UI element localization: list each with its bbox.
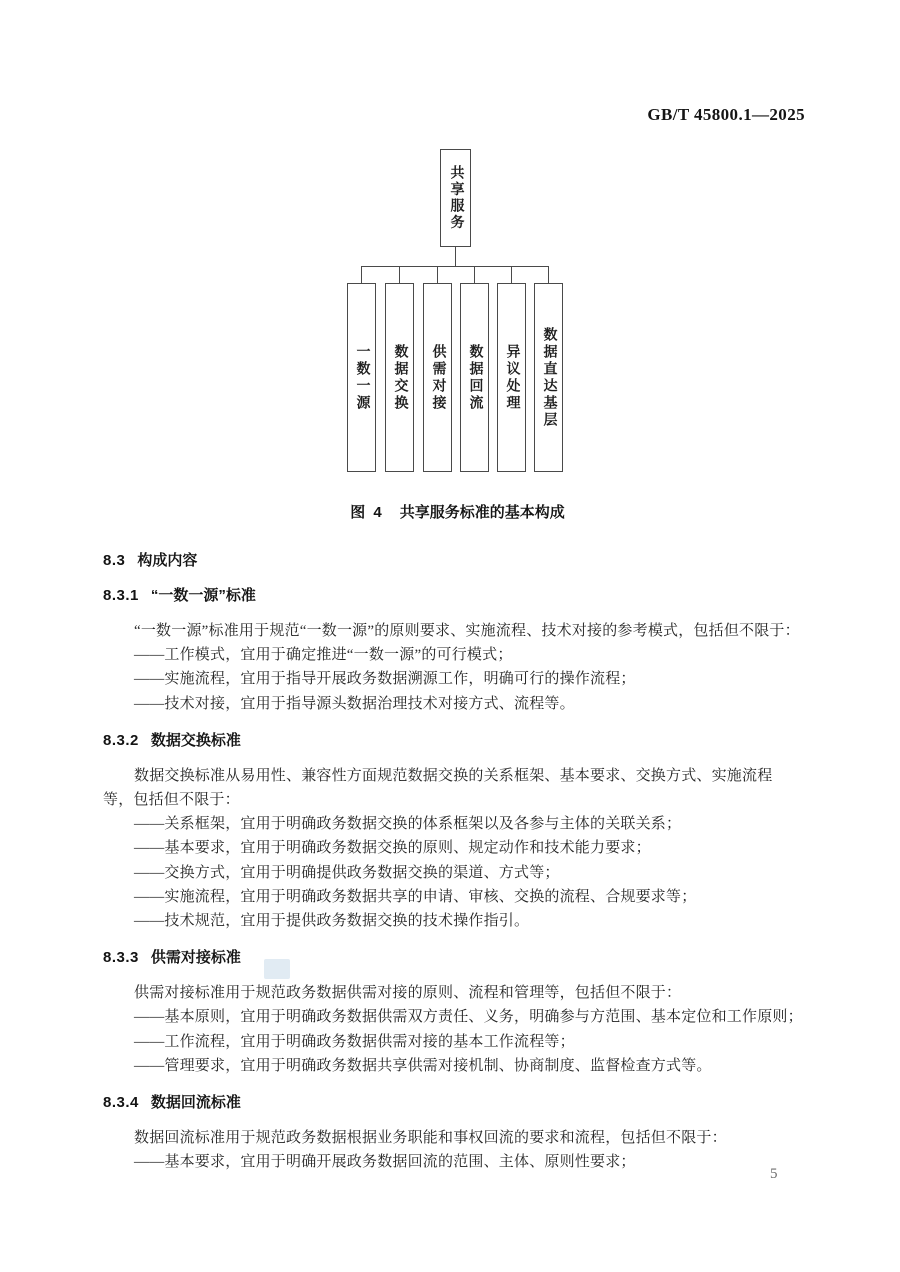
- section-heading-8.3.3: [103, 948, 815, 968]
- section-heading-8.3.2: [103, 731, 815, 751]
- figure-node-label: 数据回流: [467, 343, 483, 412]
- connector-line-child: [399, 266, 400, 283]
- paragraph-line: “一数一源”标准用于规范“一数一源”的原则要求、实施流程、技术对接的参考模式，包括但不限于：: [134, 623, 800, 639]
- dash-item: ——工作流程，宜用于明确政务数据供需对接的基本工作流程等；: [134, 1033, 575, 1050]
- connector-line-child: [437, 266, 438, 283]
- figure-node-label: 一数一源: [354, 343, 370, 412]
- paragraph: [103, 981, 815, 1005]
- paragraph: [103, 619, 815, 643]
- dash-item: ——基本原则，宜用于明确政务数据供需双方责任、义务，明确参与方范围、基本定位和工作原则；: [134, 1009, 803, 1026]
- heading-number: 8.3.1: [103, 587, 139, 604]
- heading-number: 8.3: [103, 552, 126, 569]
- dash-item: ——实施流程，宜用于指导开展政务数据溯源工作，明确可行的操作流程；: [134, 671, 636, 688]
- heading-number: 8.3.2: [103, 731, 139, 749]
- figure-node-1: [347, 283, 376, 472]
- dash-item: ——技术对接，宜用于指导源头数据治理技术对接方式、流程等。: [134, 695, 575, 712]
- dash-item: ——基本要求，宜用于明确开展政务数据回流的范围、主体、原则性要求；: [134, 1154, 636, 1171]
- heading-title: 构成内容: [137, 552, 198, 569]
- dash-item: ——技术规范，宜用于提供政务数据交换的技术操作指引。: [134, 913, 530, 930]
- dash-item: ——交换方式，宜用于明确提供政务数据交换的渠道、方式等；: [134, 864, 560, 881]
- paragraph-line: 供需对接标准用于规范政务数据供需对接的原则、流程和管理等，包括但不限于：: [134, 985, 682, 1002]
- figure-node-5: [497, 283, 526, 472]
- dash-item: ——管理要求，宜用于明确政务数据共享供需对接机制、协商制度、监督检查方式等。: [134, 1057, 712, 1074]
- connector-line-child: [511, 266, 512, 283]
- connector-line-child: [361, 266, 362, 283]
- figure-node-label: 异议处理: [504, 343, 520, 412]
- standard-code: GB/T 45800.1—2025: [647, 105, 805, 124]
- figure-caption-label: 图 4: [350, 504, 384, 521]
- paragraph: [103, 764, 815, 812]
- heading-title: 数据交换标准: [150, 731, 241, 749]
- figure-node-label: 数据直达基层: [541, 326, 557, 429]
- section-heading-8.3: [103, 551, 815, 571]
- heading-title: 数据回流标准: [150, 1094, 241, 1112]
- section-heading-8.3.1: [103, 586, 815, 606]
- figure-node-2: [385, 283, 414, 472]
- heading-title: 供需对接标准: [150, 949, 241, 967]
- figure-node-6: [534, 283, 563, 472]
- connector-line-child: [474, 266, 475, 283]
- figure-node-4: [460, 283, 489, 472]
- connector-line-horizontal: [361, 266, 549, 267]
- dash-item: ——基本要求，宜用于明确政务数据交换的原则、规定动作和技术能力要求；: [134, 840, 651, 857]
- paragraph: [103, 1126, 815, 1150]
- figure-root-node: [440, 149, 471, 247]
- paragraph-line: 数据交换标准从易用性、兼容性方面规范数据交换的关系框架、基本要求、交换方式、实施流程: [134, 767, 773, 784]
- document-body: [103, 545, 815, 1174]
- figure-node-label: 数据交换: [392, 343, 408, 412]
- heading-number: 8.3.4: [103, 1094, 139, 1112]
- section-heading-8.3.4: [103, 1093, 815, 1113]
- dash-item: ——工作模式，宜用于确定推进“一数一源”的可行模式；: [134, 647, 513, 664]
- figure-node-3: [423, 283, 452, 472]
- dash-item: ——关系框架，宜用于明确政务数据交换的体系框架以及各参与主体的关联关系；: [134, 816, 682, 833]
- page-number: 5: [770, 1166, 778, 1182]
- connector-line-child: [548, 266, 549, 283]
- paragraph-line: 等，包括但不限于：: [103, 792, 240, 809]
- figure-caption-title: 共享服务标准的基本构成: [399, 504, 565, 521]
- heading-number: 8.3.3: [103, 949, 139, 967]
- dash-item: ——实施流程，宜用于明确政务数据共享的申请、审核、交换的流程、合规要求等；: [134, 888, 697, 905]
- connector-line-root: [455, 247, 456, 266]
- figure-node-label: 供需对接: [430, 343, 446, 412]
- figure-caption: [103, 501, 812, 522]
- heading-title: “一数一源”标准: [150, 587, 256, 604]
- figure-root-label: 共享服务: [448, 165, 464, 231]
- paragraph-line: 数据回流标准用于规范政务数据根据业务职能和事权回流的要求和流程，包括但不限于：: [134, 1130, 727, 1147]
